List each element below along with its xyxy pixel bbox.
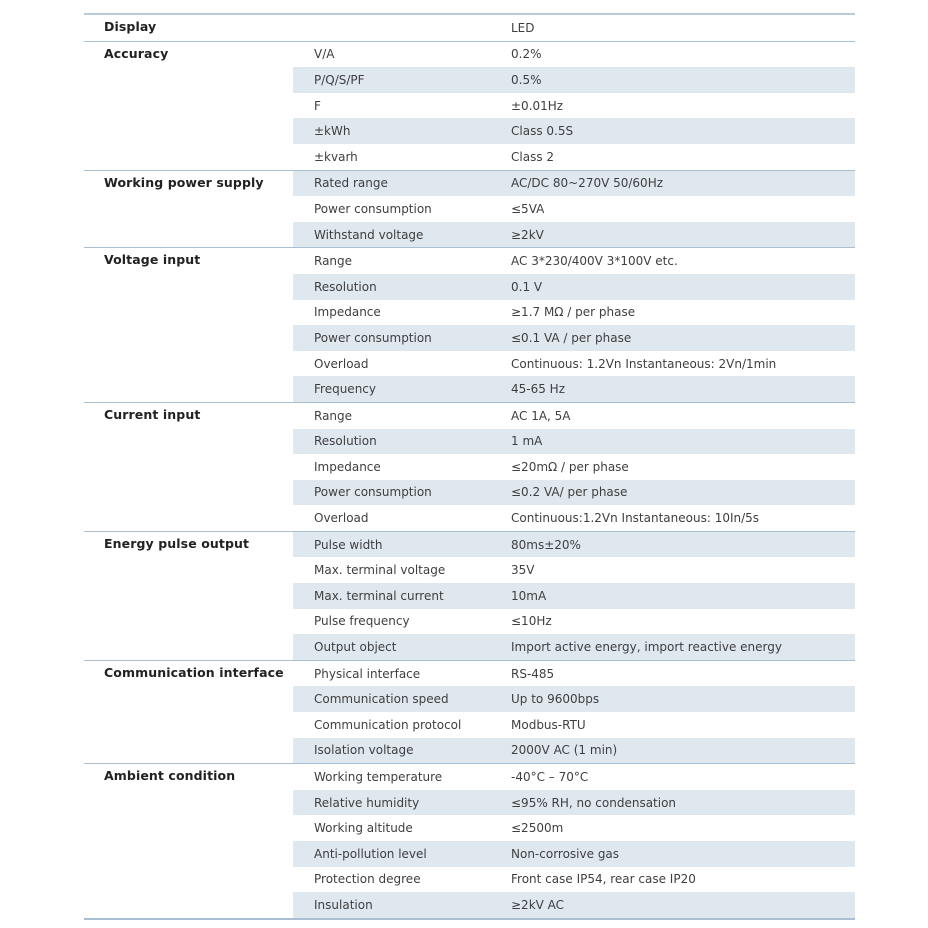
value-cell: Class 0.5S	[491, 118, 855, 144]
parameter-cell: V/A	[314, 47, 335, 62]
value-cell: AC/DC 80~270V 50/60Hz	[491, 171, 855, 197]
value-cell: 2000V AC (1 min)	[491, 738, 855, 764]
value-cell: 0.2%	[511, 47, 542, 62]
spec-row	[84, 274, 855, 300]
value-cell: 0.5%	[491, 67, 855, 93]
section-title: Communication interface	[104, 664, 284, 680]
spec-row	[84, 815, 855, 841]
value-cell: 10mA	[491, 583, 855, 609]
spec-row	[84, 15, 855, 41]
value-cell: Class 2	[511, 149, 555, 164]
spec-row	[84, 609, 855, 635]
value-cell: Non-corrosive gas	[491, 841, 855, 867]
section-title: Current input	[104, 406, 201, 422]
spec-row	[84, 351, 855, 377]
parameter-cell: Overload	[314, 356, 369, 371]
parameter-cell: Rated range	[293, 171, 491, 197]
value-cell: ≤10Hz	[511, 614, 552, 629]
parameter-cell: Insulation	[293, 892, 491, 918]
spec-section	[84, 532, 855, 661]
parameter-cell: Working altitude	[314, 821, 413, 836]
spec-row	[84, 325, 855, 351]
spec-section	[84, 42, 855, 171]
parameter-cell: Physical interface	[314, 666, 421, 681]
section-title: Voltage input	[104, 252, 201, 268]
parameter-cell: Communication protocol	[314, 717, 462, 732]
value-cell: ≤0.2 VA/ per phase	[491, 480, 855, 506]
value-cell: ≥1.7 MΩ / per phase	[511, 305, 636, 320]
parameter-cell: Power consumption	[314, 201, 432, 216]
parameter-cell: Relative humidity	[293, 790, 491, 816]
parameter-cell: P/Q/S/PF	[293, 67, 491, 93]
value-cell: 35V	[511, 563, 535, 578]
parameter-cell	[293, 15, 491, 41]
spec-row	[84, 738, 855, 764]
parameter-cell: F	[314, 98, 321, 113]
parameter-cell: Impedance	[314, 305, 381, 320]
spec-row	[84, 841, 855, 867]
parameter-cell: Communication speed	[293, 686, 491, 712]
spec-row	[84, 300, 855, 326]
spec-row	[84, 376, 855, 402]
parameter-cell: ±kWh	[293, 118, 491, 144]
value-cell: 45-65 Hz	[491, 376, 855, 402]
value-cell: ±0.01Hz	[511, 98, 564, 113]
value-cell: ≥2kV AC	[491, 892, 855, 918]
spec-row	[84, 93, 855, 119]
spec-section	[84, 661, 855, 764]
value-cell: Up to 9600bps	[491, 686, 855, 712]
parameter-cell: Frequency	[293, 376, 491, 402]
parameter-cell: Range	[314, 254, 353, 269]
section-title: Display	[104, 19, 157, 34]
value-cell: LED	[511, 20, 535, 35]
parameter-cell: Anti-pollution level	[293, 841, 491, 867]
spec-row	[84, 144, 855, 170]
value-cell: Front case IP54, rear case IP20	[511, 872, 696, 887]
section-title: Ambient condition	[104, 768, 236, 784]
spec-row	[84, 480, 855, 506]
spec-row	[84, 686, 855, 712]
spec-row	[84, 118, 855, 144]
spec-section	[84, 171, 855, 249]
section-title: Energy pulse output	[104, 535, 250, 551]
parameter-cell: Pulse width	[293, 532, 491, 558]
parameter-cell: Resolution	[293, 274, 491, 300]
spec-row	[84, 634, 855, 660]
spec-row	[84, 867, 855, 893]
spec-row	[84, 712, 855, 738]
parameter-cell: Withstand voltage	[293, 222, 491, 248]
value-cell: Continuous:1.2Vn Instantaneous: 10In/5s	[511, 511, 760, 526]
parameter-cell: Range	[314, 408, 353, 423]
spec-sections	[84, 15, 855, 920]
spec-row	[84, 222, 855, 248]
spec-row	[84, 583, 855, 609]
section-title: Accuracy	[104, 45, 169, 61]
value-cell: AC 1A, 5A	[511, 408, 571, 423]
parameter-cell: Impedance	[314, 459, 381, 474]
value-cell: ≤95% RH, no condensation	[491, 790, 855, 816]
value-cell: Import active energy, import reactive energy	[491, 634, 855, 660]
spec-row	[84, 892, 855, 918]
spec-row	[84, 505, 855, 531]
value-cell: ≥2kV	[491, 222, 855, 248]
parameter-cell: Isolation voltage	[293, 738, 491, 764]
value-cell: 80ms±20%	[491, 532, 855, 558]
parameter-cell: ±kvarh	[314, 149, 358, 164]
spec-section	[84, 764, 855, 920]
value-cell: 0.1 V	[491, 274, 855, 300]
parameter-cell: Max. terminal voltage	[314, 563, 446, 578]
parameter-cell: Power consumption	[293, 325, 491, 351]
spec-row	[84, 454, 855, 480]
parameter-cell: Pulse frequency	[314, 614, 410, 629]
parameter-cell: Resolution	[293, 429, 491, 455]
parameter-cell: Power consumption	[293, 480, 491, 506]
spec-table	[84, 13, 855, 920]
spec-section	[84, 403, 855, 532]
spec-row	[84, 196, 855, 222]
spec-row	[84, 42, 855, 68]
value-cell: Modbus-RTU	[511, 717, 586, 732]
value-cell: ≤20mΩ / per phase	[511, 459, 629, 474]
spec-section	[84, 248, 855, 403]
value-cell: ≤2500m	[511, 821, 564, 836]
section-title: Working power supply	[104, 174, 264, 190]
value-cell: AC 3*230/400V 3*100V etc.	[511, 254, 678, 269]
value-cell: ≤0.1 VA / per phase	[491, 325, 855, 351]
parameter-cell: Overload	[314, 511, 369, 526]
value-cell: ≤5VA	[511, 201, 545, 216]
value-cell: RS-485	[511, 666, 555, 681]
spec-row	[84, 429, 855, 455]
spec-row	[84, 67, 855, 93]
spec-row	[84, 790, 855, 816]
parameter-cell: Working temperature	[314, 770, 443, 785]
parameter-cell: Output object	[293, 634, 491, 660]
parameter-cell: Max. terminal current	[293, 583, 491, 609]
value-cell: -40°C – 70°C	[511, 770, 589, 785]
value-cell: Continuous: 1.2Vn Instantaneous: 2Vn/1min	[511, 356, 777, 371]
value-cell: 1 mA	[491, 429, 855, 455]
parameter-cell: Protection degree	[314, 872, 421, 887]
spec-section	[84, 15, 855, 42]
spec-row	[84, 557, 855, 583]
